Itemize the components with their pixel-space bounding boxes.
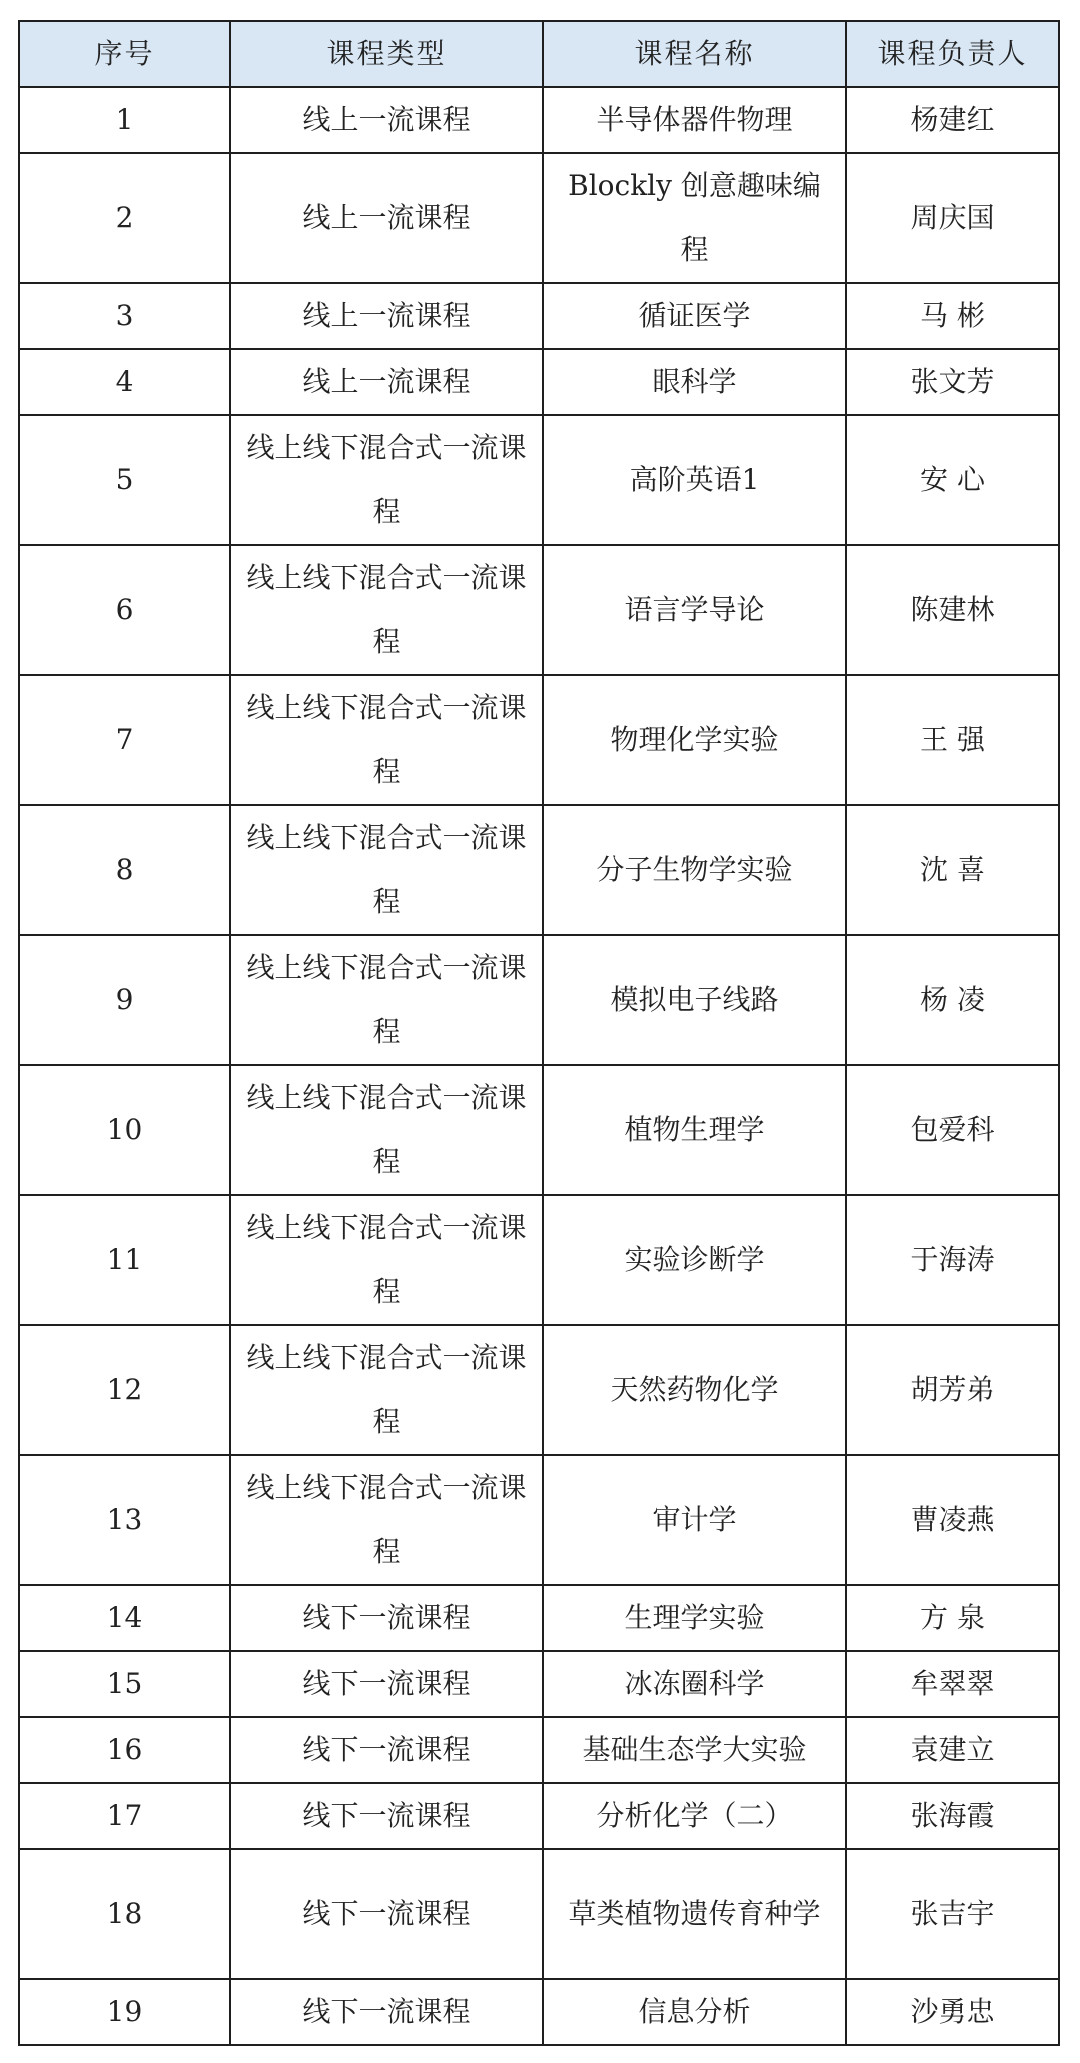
cell-course-name [543, 1783, 846, 1849]
cell-index [19, 153, 230, 283]
cell-course-name [543, 1455, 846, 1585]
cell-course-type [230, 1065, 543, 1195]
cell-course-owner [846, 349, 1059, 415]
cell-index [19, 1651, 230, 1717]
cell-course-owner-text: 王 强 [920, 723, 985, 756]
cell-course-name [543, 545, 846, 675]
cell-course-name-text: 物理化学实验 [610, 723, 779, 756]
cell-index [19, 1195, 230, 1325]
cell-course-type-text: 线下一流课程 [302, 1897, 471, 1930]
cell-index-text: 19 [106, 1995, 143, 2028]
cell-course-owner-text: 陈建林 [910, 593, 995, 626]
table-row [19, 1783, 1059, 1849]
cell-course-type-text: 线上线下混合式一流课程 [246, 1471, 527, 1568]
cell-course-owner-text: 袁建立 [910, 1733, 995, 1766]
cell-course-type [230, 283, 543, 349]
cell-index-text: 14 [106, 1601, 143, 1634]
header-course-type: 课程类型 [230, 21, 543, 87]
table-row [19, 1849, 1059, 1979]
cell-course-owner [846, 935, 1059, 1065]
cell-course-type-text: 线上线下混合式一流课程 [246, 1211, 527, 1308]
cell-index [19, 935, 230, 1065]
cell-index [19, 1783, 230, 1849]
cell-course-type [230, 1455, 543, 1585]
cell-course-type-text: 线上线下混合式一流课程 [246, 1341, 527, 1438]
cell-index-text: 8 [115, 853, 134, 886]
cell-course-name-text: 草类植物遗传育种学 [568, 1897, 821, 1930]
cell-course-name [543, 1065, 846, 1195]
cell-course-owner [846, 1585, 1059, 1651]
cell-course-owner [846, 1979, 1059, 2045]
cell-course-name [543, 1325, 846, 1455]
cell-index [19, 415, 230, 545]
table-row [19, 1717, 1059, 1783]
cell-course-name-text: 高阶英语1 [629, 463, 760, 496]
cell-index-text: 13 [106, 1503, 143, 1536]
cell-index [19, 1455, 230, 1585]
cell-index-text: 3 [115, 299, 134, 332]
cell-index-text: 2 [115, 201, 134, 234]
cell-course-type-text: 线下一流课程 [302, 1799, 471, 1832]
cell-course-name [543, 1717, 846, 1783]
cell-course-type-text: 线上一流课程 [302, 365, 471, 398]
cell-course-type-text: 线上一流课程 [302, 299, 471, 332]
cell-course-type-text: 线上线下混合式一流课程 [246, 431, 527, 528]
cell-course-name-text: 生理学实验 [624, 1601, 765, 1634]
cell-course-name-text: 眼科学 [652, 365, 737, 398]
cell-index-text: 15 [106, 1667, 143, 1700]
cell-index [19, 1065, 230, 1195]
cell-course-name-text: 模拟电子线路 [610, 983, 779, 1016]
cell-course-name-text: 基础生态学大实验 [582, 1733, 807, 1766]
cell-index-text: 7 [115, 723, 134, 756]
cell-course-owner [846, 1195, 1059, 1325]
cell-index [19, 805, 230, 935]
table-row [19, 1065, 1059, 1195]
cell-course-name-text: 天然药物化学 [610, 1373, 779, 1406]
cell-course-type-text: 线下一流课程 [302, 1667, 471, 1700]
cell-index-text: 12 [106, 1373, 143, 1406]
cell-course-type [230, 349, 543, 415]
cell-course-name-text: 信息分析 [638, 1995, 751, 2028]
cell-course-name-text: 实验诊断学 [624, 1243, 765, 1276]
cell-course-owner-text: 张文芳 [910, 365, 995, 398]
cell-course-name [543, 1585, 846, 1651]
cell-course-owner [846, 283, 1059, 349]
cell-course-type [230, 1849, 543, 1979]
header-row [19, 21, 1059, 87]
table-row [19, 675, 1059, 805]
cell-index [19, 349, 230, 415]
cell-course-owner-text: 曹凌燕 [910, 1503, 995, 1536]
table-header [19, 21, 1059, 87]
cell-course-name [543, 415, 846, 545]
cell-course-name-text: 循证医学 [638, 299, 751, 332]
cell-course-name [543, 675, 846, 805]
cell-course-type-text: 线下一流课程 [302, 1733, 471, 1766]
cell-course-type [230, 1195, 543, 1325]
cell-course-name [543, 1849, 846, 1979]
cell-course-name-text: 审计学 [652, 1503, 737, 1536]
cell-course-type-text: 线上一流课程 [302, 103, 471, 136]
cell-index [19, 1717, 230, 1783]
table-body [19, 87, 1059, 2045]
cell-index-text: 16 [106, 1733, 143, 1766]
cell-course-type-text: 线上线下混合式一流课程 [246, 691, 527, 788]
cell-course-type-text: 线下一流课程 [302, 1995, 471, 2028]
cell-course-name [543, 153, 846, 283]
cell-course-name [543, 283, 846, 349]
cell-course-type [230, 1325, 543, 1455]
cell-index-text: 5 [115, 463, 134, 496]
cell-course-type [230, 1783, 543, 1849]
table-row [19, 87, 1059, 153]
cell-course-owner-text: 张海霞 [910, 1799, 995, 1832]
cell-course-name [543, 1979, 846, 2045]
cell-course-name-text: 半导体器件物理 [596, 103, 793, 136]
table-row [19, 1585, 1059, 1651]
course-table [18, 20, 1060, 2046]
cell-course-type [230, 935, 543, 1065]
cell-course-name [543, 805, 846, 935]
cell-course-name-text: Blockly 创意趣味编程 [568, 169, 821, 266]
table-row [19, 1455, 1059, 1585]
cell-course-type [230, 87, 543, 153]
cell-course-owner [846, 1651, 1059, 1717]
cell-course-name-text: 植物生理学 [624, 1113, 765, 1146]
cell-course-name [543, 349, 846, 415]
cell-course-name-text: 分析化学（二） [596, 1799, 793, 1832]
cell-course-owner [846, 675, 1059, 805]
cell-course-owner-text: 杨建红 [910, 103, 995, 136]
cell-course-type [230, 1979, 543, 2045]
cell-course-type [230, 675, 543, 805]
cell-course-owner [846, 1325, 1059, 1455]
header-course-name: 课程名称 [543, 21, 846, 87]
cell-course-name [543, 1195, 846, 1325]
cell-course-type-text: 线下一流课程 [302, 1601, 471, 1634]
cell-course-owner [846, 805, 1059, 935]
cell-index-text: 4 [115, 365, 134, 398]
cell-course-owner [846, 1783, 1059, 1849]
cell-index-text: 10 [106, 1113, 143, 1146]
cell-course-name-text: 冰冻圈科学 [624, 1667, 765, 1700]
cell-index [19, 1585, 230, 1651]
cell-course-type-text: 线上线下混合式一流课程 [246, 821, 527, 918]
cell-index-text: 1 [115, 103, 134, 136]
cell-course-owner-text: 牟翠翠 [910, 1667, 995, 1700]
cell-course-owner [846, 1717, 1059, 1783]
table-row [19, 1195, 1059, 1325]
cell-course-type [230, 1717, 543, 1783]
cell-index [19, 545, 230, 675]
cell-course-owner-text: 沈 喜 [920, 853, 985, 886]
cell-course-type-text: 线上线下混合式一流课程 [246, 561, 527, 658]
table-row [19, 283, 1059, 349]
cell-course-owner [846, 1849, 1059, 1979]
table-row [19, 153, 1059, 283]
cell-course-owner [846, 87, 1059, 153]
cell-course-type [230, 1585, 543, 1651]
table-row [19, 545, 1059, 675]
cell-index [19, 283, 230, 349]
cell-course-owner-text: 胡芳弟 [910, 1373, 995, 1406]
table-row [19, 805, 1059, 935]
table-row [19, 1651, 1059, 1717]
table-row [19, 349, 1059, 415]
cell-course-name [543, 935, 846, 1065]
cell-index-text: 17 [106, 1799, 143, 1832]
cell-index [19, 1325, 230, 1455]
cell-course-owner-text: 杨 凌 [920, 983, 985, 1016]
cell-course-owner [846, 153, 1059, 283]
header-course-owner: 课程负责人 [846, 21, 1059, 87]
cell-course-owner [846, 415, 1059, 545]
cell-index [19, 87, 230, 153]
cell-course-name [543, 87, 846, 153]
cell-course-owner-text: 安 心 [920, 463, 985, 496]
cell-course-owner [846, 1065, 1059, 1195]
cell-course-owner-text: 包爱科 [910, 1113, 995, 1146]
cell-course-owner-text: 周庆国 [910, 201, 995, 234]
cell-course-owner-text: 方 泉 [920, 1601, 985, 1634]
cell-course-type-text: 线上线下混合式一流课程 [246, 1081, 527, 1178]
cell-course-owner-text: 马 彬 [920, 299, 985, 332]
cell-course-name-text: 分子生物学实验 [596, 853, 793, 886]
table-row [19, 415, 1059, 545]
header-index: 序号 [19, 21, 230, 87]
cell-course-owner [846, 545, 1059, 675]
cell-course-type [230, 545, 543, 675]
cell-index-text: 11 [106, 1243, 143, 1276]
cell-course-type [230, 805, 543, 935]
cell-course-owner-text: 于海涛 [910, 1243, 995, 1276]
cell-index [19, 1979, 230, 2045]
cell-course-name [543, 1651, 846, 1717]
cell-course-owner-text: 张吉宇 [910, 1897, 995, 1930]
cell-index-text: 9 [115, 983, 134, 1016]
cell-index-text: 18 [106, 1897, 143, 1930]
cell-index [19, 1849, 230, 1979]
table-row [19, 1979, 1059, 2045]
table-row [19, 1325, 1059, 1455]
cell-course-type [230, 153, 543, 283]
cell-index [19, 675, 230, 805]
cell-course-name-text: 语言学导论 [624, 593, 765, 626]
cell-course-owner [846, 1455, 1059, 1585]
cell-course-type-text: 线上线下混合式一流课程 [246, 951, 527, 1048]
cell-index-text: 6 [115, 593, 134, 626]
table-row [19, 935, 1059, 1065]
cell-course-type-text: 线上一流课程 [302, 201, 471, 234]
cell-course-type [230, 415, 543, 545]
cell-course-owner-text: 沙勇忠 [910, 1995, 995, 2028]
cell-course-type [230, 1651, 543, 1717]
